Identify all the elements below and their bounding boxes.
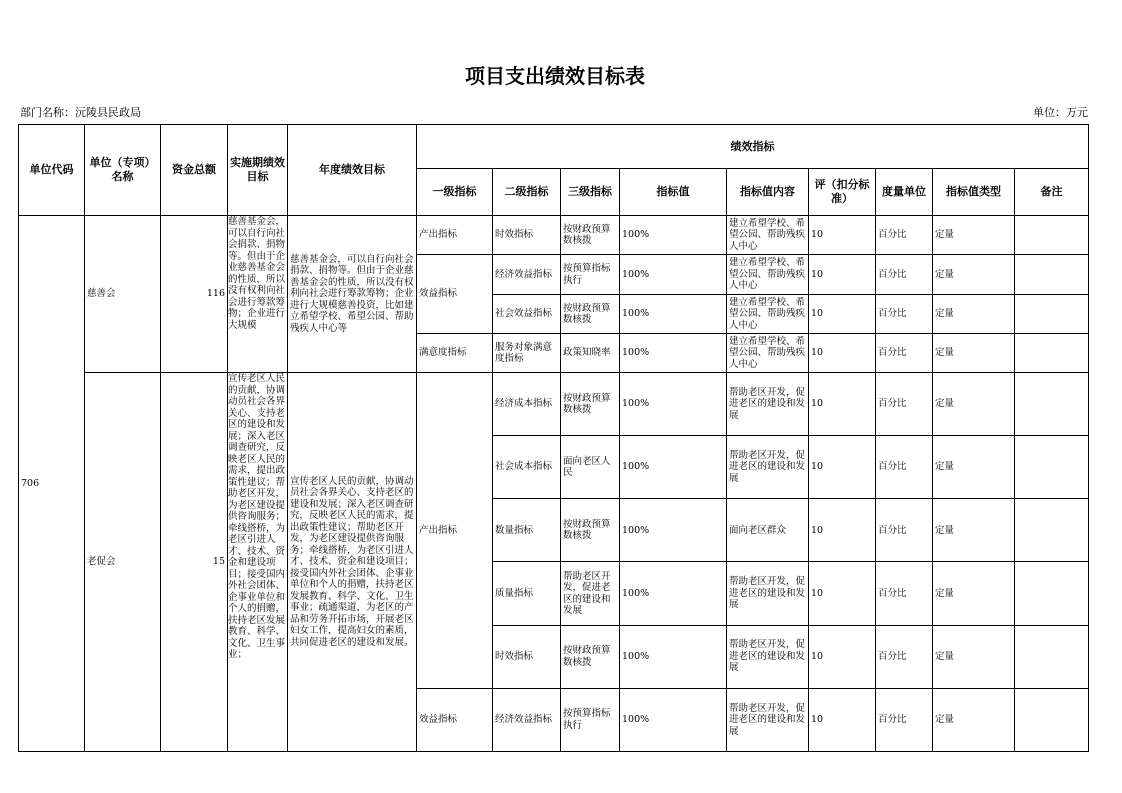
level3-cell: 政策知晓率 — [561, 334, 620, 373]
measure-unit-cell: 百分比 — [876, 562, 933, 625]
value-type-cell: 定量 — [933, 255, 1015, 295]
page-title: 项目支出绩效目标表 — [465, 64, 645, 88]
value-type-cell: 定量 — [933, 436, 1015, 499]
value-cell: 100% — [620, 334, 727, 373]
currency-unit-label: 单位：万元 — [1033, 106, 1088, 119]
unit-code-cell: 706 — [19, 216, 85, 752]
project-funds-cell: 15 — [161, 373, 228, 752]
level3-cell: 面向老区人民 — [561, 436, 620, 499]
value-type-cell: 定量 — [933, 216, 1015, 255]
header-score: 评（扣分标准） — [809, 169, 876, 216]
header-total-funds: 资金总额 — [161, 125, 228, 216]
level3-cell: 按财政预算数核拨 — [561, 295, 620, 334]
level3-cell: 帮助老区开发，促进老区的建设和发展 — [561, 562, 620, 625]
remark-cell — [1015, 334, 1089, 373]
remark-cell — [1015, 216, 1089, 255]
level1-cell: 效益指标 — [417, 255, 493, 334]
level1-cell: 满意度指标 — [417, 334, 493, 373]
measure-unit-cell: 百分比 — [876, 295, 933, 334]
header-unit-name: 单位（专项）名称 — [85, 125, 161, 216]
table-row — [19, 216, 1089, 255]
level2-cell: 社会效益指标 — [493, 295, 561, 334]
level2-cell: 时效指标 — [493, 625, 561, 688]
score-cell: 10 — [809, 688, 876, 751]
value-cell: 100% — [620, 499, 727, 562]
level2-cell: 经济效益指标 — [493, 688, 561, 751]
project-name-cell: 慈善会 — [85, 216, 161, 373]
level1-cell: 效益指标 — [417, 688, 493, 751]
level3-cell: 按财政预算数核拨 — [561, 216, 620, 255]
remark-cell — [1015, 562, 1089, 625]
value-content-cell: 建立希望学校、希望公园、帮助残疾人中心 — [727, 334, 809, 373]
measure-unit-cell: 百分比 — [876, 216, 933, 255]
measure-unit-cell: 百分比 — [876, 625, 933, 688]
value-content-cell: 建立希望学校、希望公园、帮助残疾人中心 — [727, 216, 809, 255]
remark-cell — [1015, 625, 1089, 688]
header-value-content: 指标值内容 — [727, 169, 809, 216]
header-value-type: 指标值类型 — [933, 169, 1015, 216]
remark-cell — [1015, 295, 1089, 334]
header-level1: 一级指标 — [417, 169, 493, 216]
score-cell: 10 — [809, 216, 876, 255]
value-content-cell: 面向老区群众 — [727, 499, 809, 562]
value-type-cell: 定量 — [933, 499, 1015, 562]
score-cell: 10 — [809, 436, 876, 499]
value-type-cell: 定量 — [933, 373, 1015, 436]
value-cell: 100% — [620, 625, 727, 688]
score-cell: 10 — [809, 625, 876, 688]
score-cell: 10 — [809, 562, 876, 625]
annual-goal-cell: 慈善基金会，可以自行向社会捐款、捐物等。但由于企业慈善基金会的性质，所以没有权利向社会进行筹款筹物；企业进行大规模慈善投资，比如建立希望学校、希望公园、帮助残疾人中心等 — [288, 216, 417, 373]
remark-cell — [1015, 255, 1089, 295]
value-content-cell: 帮助老区开发，促进老区的建设和发展 — [727, 562, 809, 625]
header-indicators: 绩效指标 — [417, 125, 1089, 169]
score-cell: 10 — [809, 334, 876, 373]
level2-cell: 质量指标 — [493, 562, 561, 625]
value-content-cell: 建立希望学校、希望公园、帮助残疾人中心 — [727, 295, 809, 334]
measure-unit-cell: 百分比 — [876, 373, 933, 436]
department-label: 部门名称：沅陵县民政局 — [20, 106, 141, 119]
value-content-cell: 帮助老区开发，促进老区的建设和发展 — [727, 688, 809, 751]
value-cell: 100% — [620, 216, 727, 255]
level3-cell: 按财政预算数核拨 — [561, 499, 620, 562]
remark-cell — [1015, 373, 1089, 436]
value-content-cell: 帮助老区开发，促进老区的建设和发展 — [727, 625, 809, 688]
level2-cell: 数量指标 — [493, 499, 561, 562]
header-value: 指标值 — [620, 169, 727, 216]
period-goal-cell: 慈善基金会，可以自行向社会捐款、捐物等。但由于企业慈善基金会的性质，所以没有权利向社会进行筹款筹物；企业进行大规模 — [228, 216, 286, 331]
value-type-cell: 定量 — [933, 334, 1015, 373]
level2-cell: 时效指标 — [493, 216, 561, 255]
value-cell: 100% — [620, 255, 727, 295]
remark-cell — [1015, 436, 1089, 499]
annual-goal-cell: 宣传老区人民的贡献，协调动员社会各界关心、支持老区的建设和发展；深入老区调查研究，反映老区人民的需求，提出政策性建议；帮助老区开发，为老区建设提供咨询服务；牵线搭桥，为老区引进人才、技术、资金和建设项目；接受国内外社会团体、企事业单位和个人的捐赠，扶持老区发展教育、科学、文化、卫生事业；疏通渠道，为老区的产品和劳务开拓市场，开展老区妇女工作，提高妇女的素质，共同促进老区的建设和发展。 — [288, 373, 417, 752]
level1-cell: 产出指标 — [417, 216, 493, 255]
measure-unit-cell: 百分比 — [876, 334, 933, 373]
project-funds-cell: 116 — [161, 216, 228, 373]
value-content-cell: 帮助老区开发，促进老区的建设和发展 — [727, 436, 809, 499]
level2-cell: 服务对象满意度指标 — [493, 334, 561, 373]
remark-cell — [1015, 499, 1089, 562]
level2-cell: 经济效益指标 — [493, 255, 561, 295]
value-content-cell: 建立希望学校、希望公园、帮助残疾人中心 — [727, 255, 809, 295]
measure-unit-cell: 百分比 — [876, 688, 933, 751]
value-cell: 100% — [620, 295, 727, 334]
measure-unit-cell: 百分比 — [876, 436, 933, 499]
value-cell: 100% — [620, 373, 727, 436]
header-unit-code: 单位代码 — [19, 125, 85, 216]
remark-cell — [1015, 688, 1089, 751]
value-cell: 100% — [620, 562, 727, 625]
value-content-cell: 帮助老区开发，促进老区的建设和发展 — [727, 373, 809, 436]
level3-cell: 按财政预算数核拨 — [561, 373, 620, 436]
level2-cell: 社会成本指标 — [493, 436, 561, 499]
level1-cell: 产出指标 — [417, 373, 493, 689]
level3-cell: 按预算指标执行 — [561, 688, 620, 751]
value-type-cell: 定量 — [933, 625, 1015, 688]
score-cell: 10 — [809, 295, 876, 334]
value-cell: 100% — [620, 436, 727, 499]
level2-cell: 经济成本指标 — [493, 373, 561, 436]
score-cell: 10 — [809, 373, 876, 436]
header-measure-unit: 度量单位 — [876, 169, 933, 216]
value-type-cell: 定量 — [933, 295, 1015, 334]
score-cell: 10 — [809, 255, 876, 295]
level3-cell: 按预算指标执行 — [561, 255, 620, 295]
project-name-cell: 老促会 — [85, 373, 161, 752]
score-cell: 10 — [809, 499, 876, 562]
value-type-cell: 定量 — [933, 562, 1015, 625]
value-cell: 100% — [620, 688, 727, 751]
value-type-cell: 定量 — [933, 688, 1015, 751]
measure-unit-cell: 百分比 — [876, 499, 933, 562]
period-goal-cell: 宣传老区人民的贡献，协调动员社会各界关心、支持老区的建设和发展；深入老区调查研究，反映老区人民的需求，提出政策性建议；帮助老区开发，为老区建设提供咨询服务；牵线搭桥，为老区引进人才、技术、资金和建设项目；接受国内外社会团体、企事业单位和个人的捐赠，扶持老区发展教育、科学、文化、卫生事业； — [228, 373, 286, 660]
level3-cell: 按财政预算数核拨 — [561, 625, 620, 688]
performance-table — [18, 124, 1089, 752]
header-level3: 三级指标 — [561, 169, 620, 216]
measure-unit-cell: 百分比 — [876, 255, 933, 295]
header-level2: 二级指标 — [493, 169, 561, 216]
header-remark: 备注 — [1015, 169, 1089, 216]
table-row — [19, 373, 1089, 436]
header-annual-goal: 年度绩效目标 — [288, 125, 417, 216]
header-period-goal: 实施期绩效目标 — [228, 125, 288, 216]
